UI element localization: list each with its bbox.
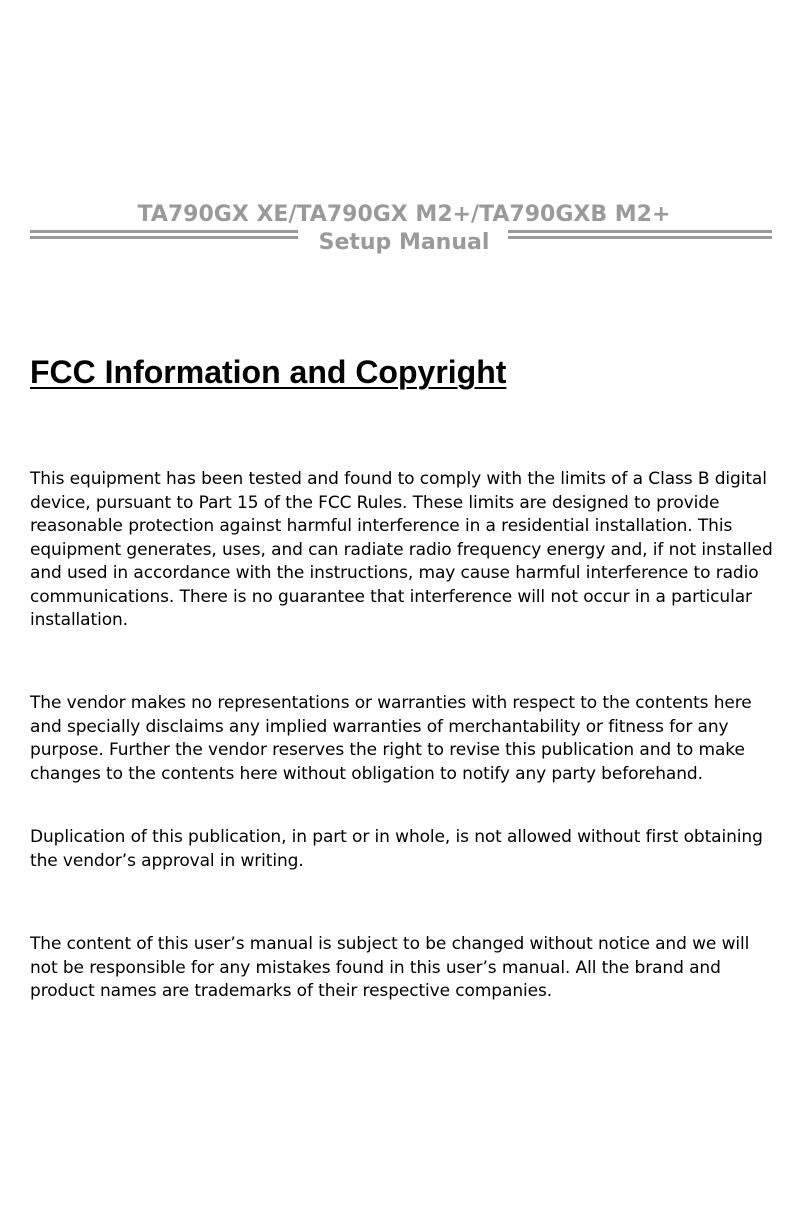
page-title: FCC Information and Copyright bbox=[30, 354, 507, 390]
duplication-notice-paragraph: Duplication of this publication, in part or in whole, is not allowed without first obtaining the vendor’s approval in writing. bbox=[30, 827, 763, 871]
header-rule-right-bottom bbox=[508, 236, 772, 239]
header-rule-right-top bbox=[508, 230, 772, 233]
manual-header bbox=[0, 196, 808, 260]
header-subtitle: Setup Manual bbox=[318, 230, 490, 255]
trademark-notice-paragraph: The content of this user’s manual is subject to be changed without notice and we will not be responsible for any mistakes found in this user’s manual. All the brand and product names are trademarks of their respective companies. bbox=[30, 934, 750, 1001]
warranty-disclaimer-paragraph: The vendor makes no representations or warranties with respect to the contents here and specially disclaims any implied warranties of merchantability or fitness for any purpose. Further the vendor reserves the right to revise this publication and to make changes to the contents here without obligation to notify any party beforehand. bbox=[30, 693, 752, 784]
header-model-title: TA790GX XE/TA790GX M2+/TA790GXB M2+ bbox=[137, 202, 671, 227]
fcc-compliance-paragraph: This equipment has been tested and found to comply with the limits of a Class B digital device, pursuant to Part 15 of the FCC Rules. These limits are designed to provide reasonable protection against harmful interference in a residential installation. This equipment generates, uses, and can radiate radio frequency energy and, if not installed and used in accordance with the instructions, may cause harmful interference to radio communications. There is no guarantee that interference will not occur in a particular installation. bbox=[30, 469, 773, 630]
